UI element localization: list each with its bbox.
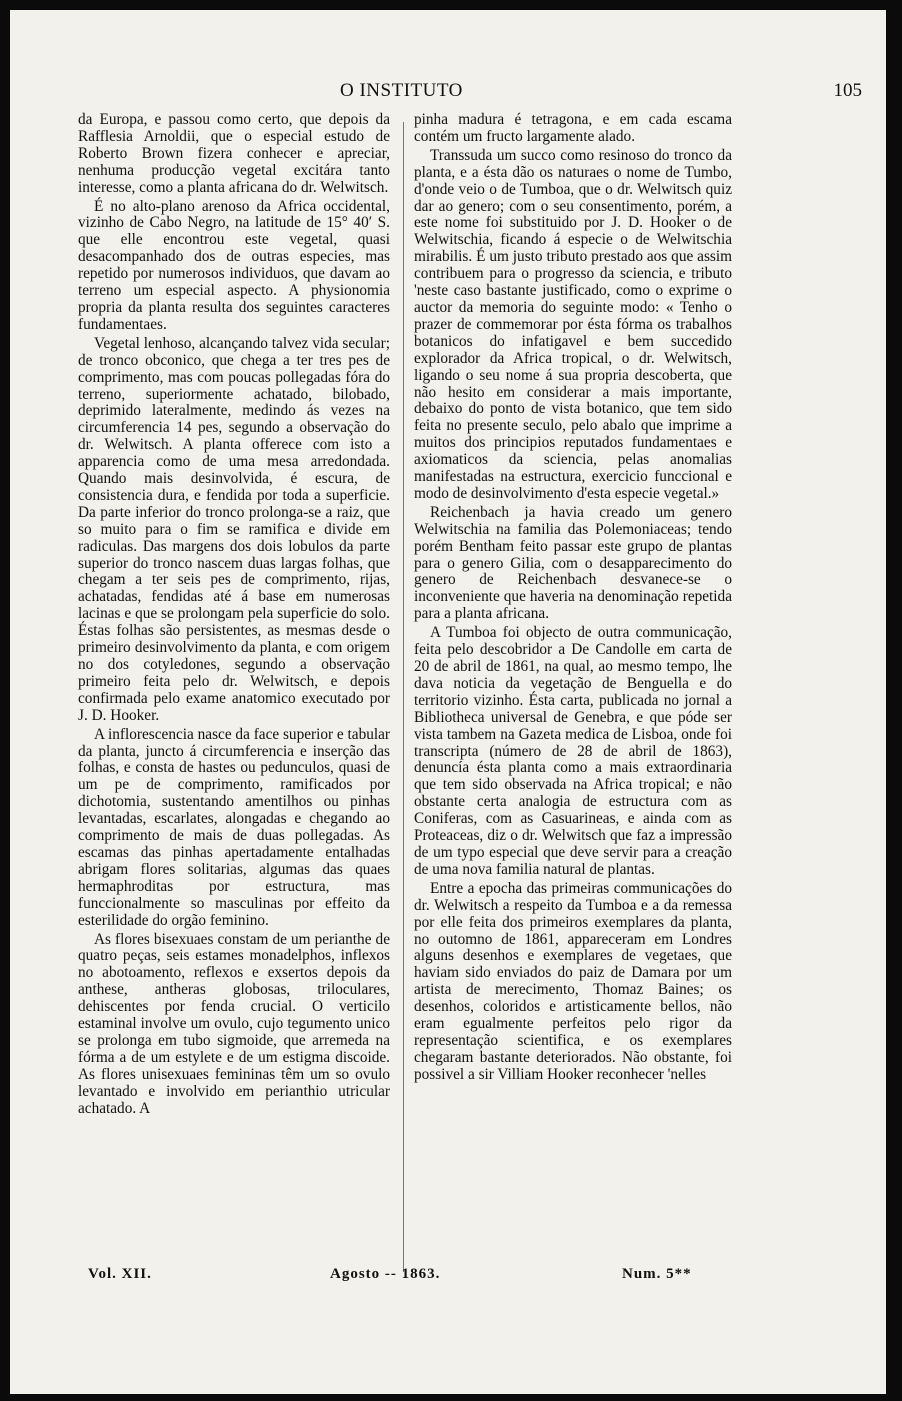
- paragraph: Vegetal lenhoso, alcançando talvez vida secular; de tronco obconico, que chega a ter tres pes de comprimento, mas com poucas pollegadas fóra do terreno, superiormente achatado, bilobado, deprimido lateralmente, medindo ás vezes na circumferencia 14 pes, segundo a observação do dr. Welwitsch. A planta offerece com isto a apparencia como de uma mesa arredondada. Quando mais desinvolvida, é escura, de consistencia dura, e fendida por toda a superficie. Da parte inferior do tronco prolonga-se a raiz, que so muito para o fim se ramifica e divide em radiculas. Das margens dos dois lobulos da parte superior do tronco nascem duas largas folhas, que chegam a ter seis pes de comprimento, rijas, achatadas, fendidas até á base em numerosas lacinas e que se prolongam pela superficie do solo. Éstas folhas são persistentes, as mesmas desde o primeiro desinvolvimento da planta, e com origem no dos cotyledones, segundo a observação primeiro feita pelo dr. Welwitsch, e depois confirmada pelo exame anatomico executado por J. D. Hooker.: [78, 334, 390, 724]
- left-column: [78, 112, 390, 1117]
- paragraph: A Tumboa foi objecto de outra communicação, feita pelo descobridor a De Candolle em carta de 20 de abril de 1861, na qual, ao mesmo tempo, lhe dava noticia da vegetação de Benguella e do territorio vizinho. Ésta carta, publicada no jornal a Bibliotheca universal de Genebra, e que póde ser vista tambem na Gazeta medica de Lisboa, onde foi transcripta (número de 28 de abril de 1863), denuncía ésta planta como a mais extraordinaria que tem sido observada na Africa tropical; e não obstante certa analogia de estructura com as Coniferas, com as Casuarineas, e ainda com as Proteaceas, diz o dr. Welwitsch que faz a impressão de um typo especial que deve servir para a creação de uma nova familia natural de plantas.: [414, 624, 732, 878]
- paragraph: Entre a epocha das primeiras communicações do dr. Welwitsch a respeito da Tumboa e a da remessa por elle feita dos primeiros exemplares da planta, no outomno de 1861, appareceram em Londres alguns desenhos e exemplares de vegetaes, que haviam sido enviados do paiz de Damara por um artista de merecimento, Thomaz Baines; os desenhos, coloridos e artisticamente bellos, não eram egualmente perfeitos pelo rigor da representação scientifica, e os exemplares chegaram bastante deteriorados. Não obstante, foi possivel a sir Villiam Hooker reconhecer 'nelles: [414, 879, 732, 1083]
- issue-date: Agosto -- 1863.: [330, 1266, 441, 1282]
- volume-label: Vol. XII.: [88, 1266, 152, 1282]
- paragraph: pinha madura é tetragona, e em cada escama contém um fructo largamente alado.: [414, 111, 732, 145]
- journal-title: O INSTITUTO: [340, 80, 463, 101]
- journal-page: [10, 10, 886, 1394]
- issue-number: Num. 5**: [622, 1266, 692, 1282]
- paragraph: As flores bisexuaes constam de um perianthe de quatro peças, seis estames monadelphos, inflexos no abotoamento, reflexos e exsertos depois da anthese, antheras globosas, triloculares, dehiscentes por fenda crucial. O verticilo estaminal involve um ovulo, cujo tegumento unico se prolonga em tubo sigmoide, que arremeda na fórma a de um estylete e de um estigma discoide. As flores unisexuaes femininas têm um so ovulo levantado e involvido em perianthio utricular achatado. A: [78, 930, 390, 1117]
- page-header: [10, 80, 886, 106]
- paragraph: A inflorescencia nasce da face superior e tabular da planta, juncto á circumferencia e inserção das folhas, e consta de hastes ou pedunculos, quasi de um pe de comprimento, ramificados por dichotomia, sustentando amentilhos ou pinhas levantadas, escarlates, alongadas e chegando ao comprimento de mais de duas pollegadas. As escamas das pinhas apertadamente entalhadas abrigam flores solitarias, algumas das quaes hermaphroditas por estructura, mas funccionalmente so masculinas por effeito da esterilidade do orgão feminino.: [78, 725, 391, 929]
- paragraph: da Europa, e passou como certo, que depois da Rafflesia Arnoldii, que o especial estudo de Roberto Brown fizera conhecer e apreciar, nenhuma producção vegetal excitára tanto interesse, como a planta africana do dr. Welwitsch.: [78, 111, 390, 196]
- paragraph: Reichenbach ja havia creado um genero Welwitschia na familia das Polemoniaceas; tendo porém Bentham feito passar este grupo de plantas para o genero Gilia, com o desapparecimento do genero de Reichenbach desvanece-se o inconveniente que haveria na denominação repetida para a planta africana.: [414, 503, 732, 623]
- column-divider: [403, 122, 404, 1272]
- paragraph: É no alto-plano arenoso da Africa occidental, vizinho de Cabo Negro, na latitude de 15° 40′ S. que elle encontrou este vegetal, quasi desacompanhado dos de outras especies, mas repetido por numerosos individuos, que davam ao terreno um especial aspecto. A physionomia propria da planta resulta dos seguintes caracteres fundamentaes.: [78, 197, 390, 333]
- right-column: [414, 112, 732, 1084]
- page-footer: [10, 1266, 886, 1288]
- page-number: 105: [833, 80, 862, 101]
- paragraph: Transsuda um succo como resinoso do tronco da planta, e a ésta dão os naturaes o nome de Tumbo, d'onde veio o de Tumboa, que o dr. Welwitsch quiz dar ao genero; com o seu consentimento, porém, a este nome foi substituido por J. D. Hooker o de Welwitschia, ficando á especie o de Welwitschia mirabilis. É um justo tributo prestado aos que assim contribuem para o progresso da sciencia, e tributo 'neste caso bastante justificado, como o exprime o auctor da memoria do seguinte modo: « Tenho o prazer de commemorar por ésta fórma os trabalhos botanicos do infatigavel e bem succedido explorador da Africa tropical, o dr. Welwitsch, ligando o seu nome á sua propria descoberta, que não hesito em considerar a mais importante, debaixo do ponto de vista botanico, que tem sido feita no presente seculo, pelo abalo que imprime a muitos dos principios reputados fundamentaes e axiomaticos da sciencia, pelas anomalias manifestadas na estructura, exercicio funccional e modo de desinvolvimento d'esta especie vegetal.»: [414, 146, 732, 502]
